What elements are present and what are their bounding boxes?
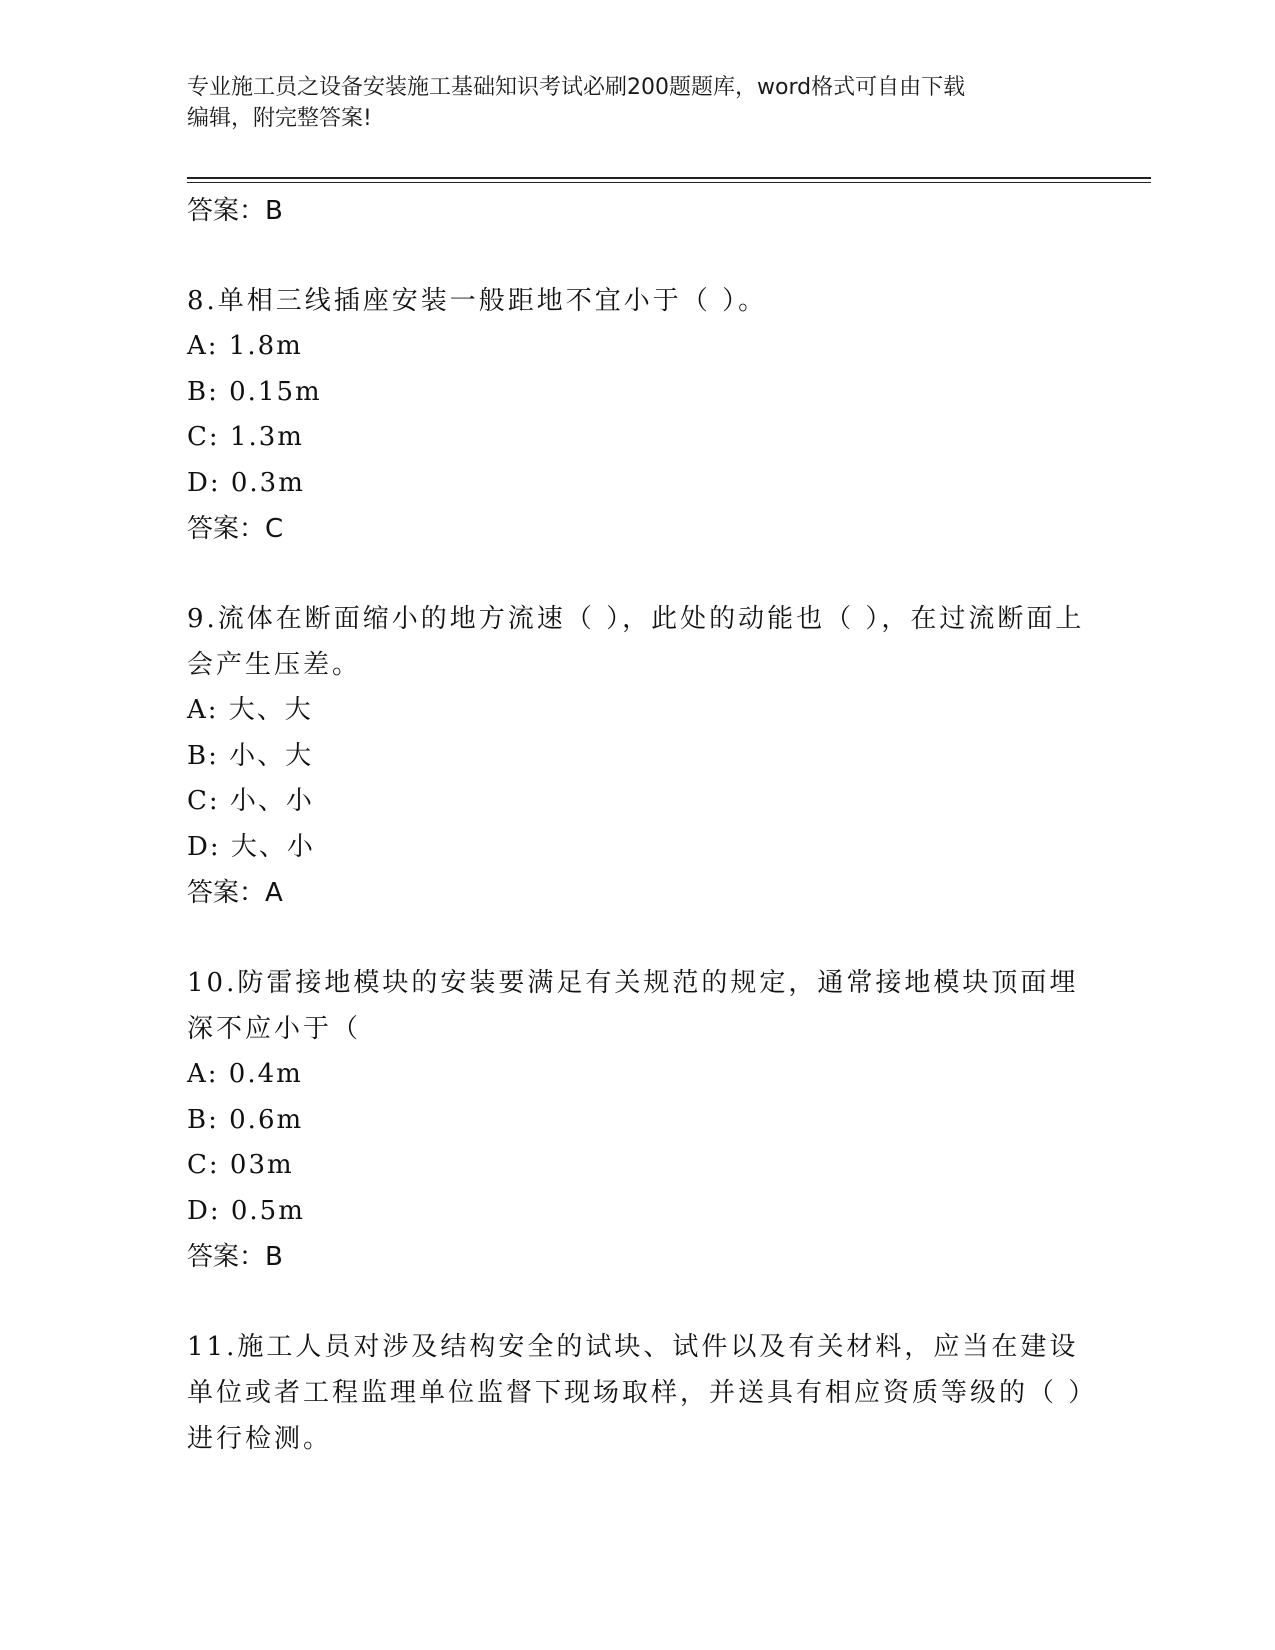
question-text: 9.流体在断面缩小的地方流速（ ），此处的动能也（ ），在过流断面上会产生压差。 (187, 604, 1085, 680)
header-title-line-2: 编辑，附完整答案! (187, 106, 372, 131)
option-a: A: 大、大 (187, 695, 313, 725)
answer: 答案：B (187, 1242, 283, 1272)
header-title-line-1: 专业施工员之设备安装施工基础知识考试必刷200题题库，word格式可自由下载 (187, 75, 966, 100)
question-text: 8.单相三线插座安装一般距地不宜小于（ ）。 (187, 286, 768, 316)
answer: 答案：C (187, 514, 284, 544)
header-divider-thick (187, 177, 1151, 179)
previous-answer: 答案：B (187, 196, 283, 226)
option-c: C: 03m (187, 1150, 294, 1180)
option-a: A: 1.8m (187, 331, 303, 361)
question-list (187, 188, 1087, 1462)
question-11 (187, 1324, 1087, 1462)
option-c: C: 1.3m (187, 422, 304, 452)
option-d: D: 大、小 (187, 831, 315, 862)
document-header (187, 72, 1067, 134)
question-10 (187, 960, 1087, 1280)
option-c: C: 小、小 (187, 786, 314, 816)
option-b: B: 0.15m (187, 376, 322, 407)
option-d: D: 0.3m (187, 467, 305, 498)
option-b: B: 0.6m (187, 1104, 304, 1135)
question-text: 10.防雷接地模块的安装要满足有关规范的规定，通常接地模块顶面埋深不应小于（ (187, 968, 1079, 1044)
option-a: A: 0.4m (187, 1059, 303, 1089)
answer: 答案：A (187, 878, 283, 908)
header-divider-thin (187, 182, 1151, 183)
question-8 (187, 278, 1087, 552)
question-text: 11.施工人员对涉及结构安全的试块、试件以及有关材料，应当在建设单位或者工程监理单位监督下现场取样，并送具有相应资质等级的（ ）进行检测。 (187, 1332, 1085, 1454)
question-9 (187, 596, 1087, 916)
option-d: D: 0.5m (187, 1195, 305, 1226)
option-b: B: 小、大 (187, 740, 314, 771)
